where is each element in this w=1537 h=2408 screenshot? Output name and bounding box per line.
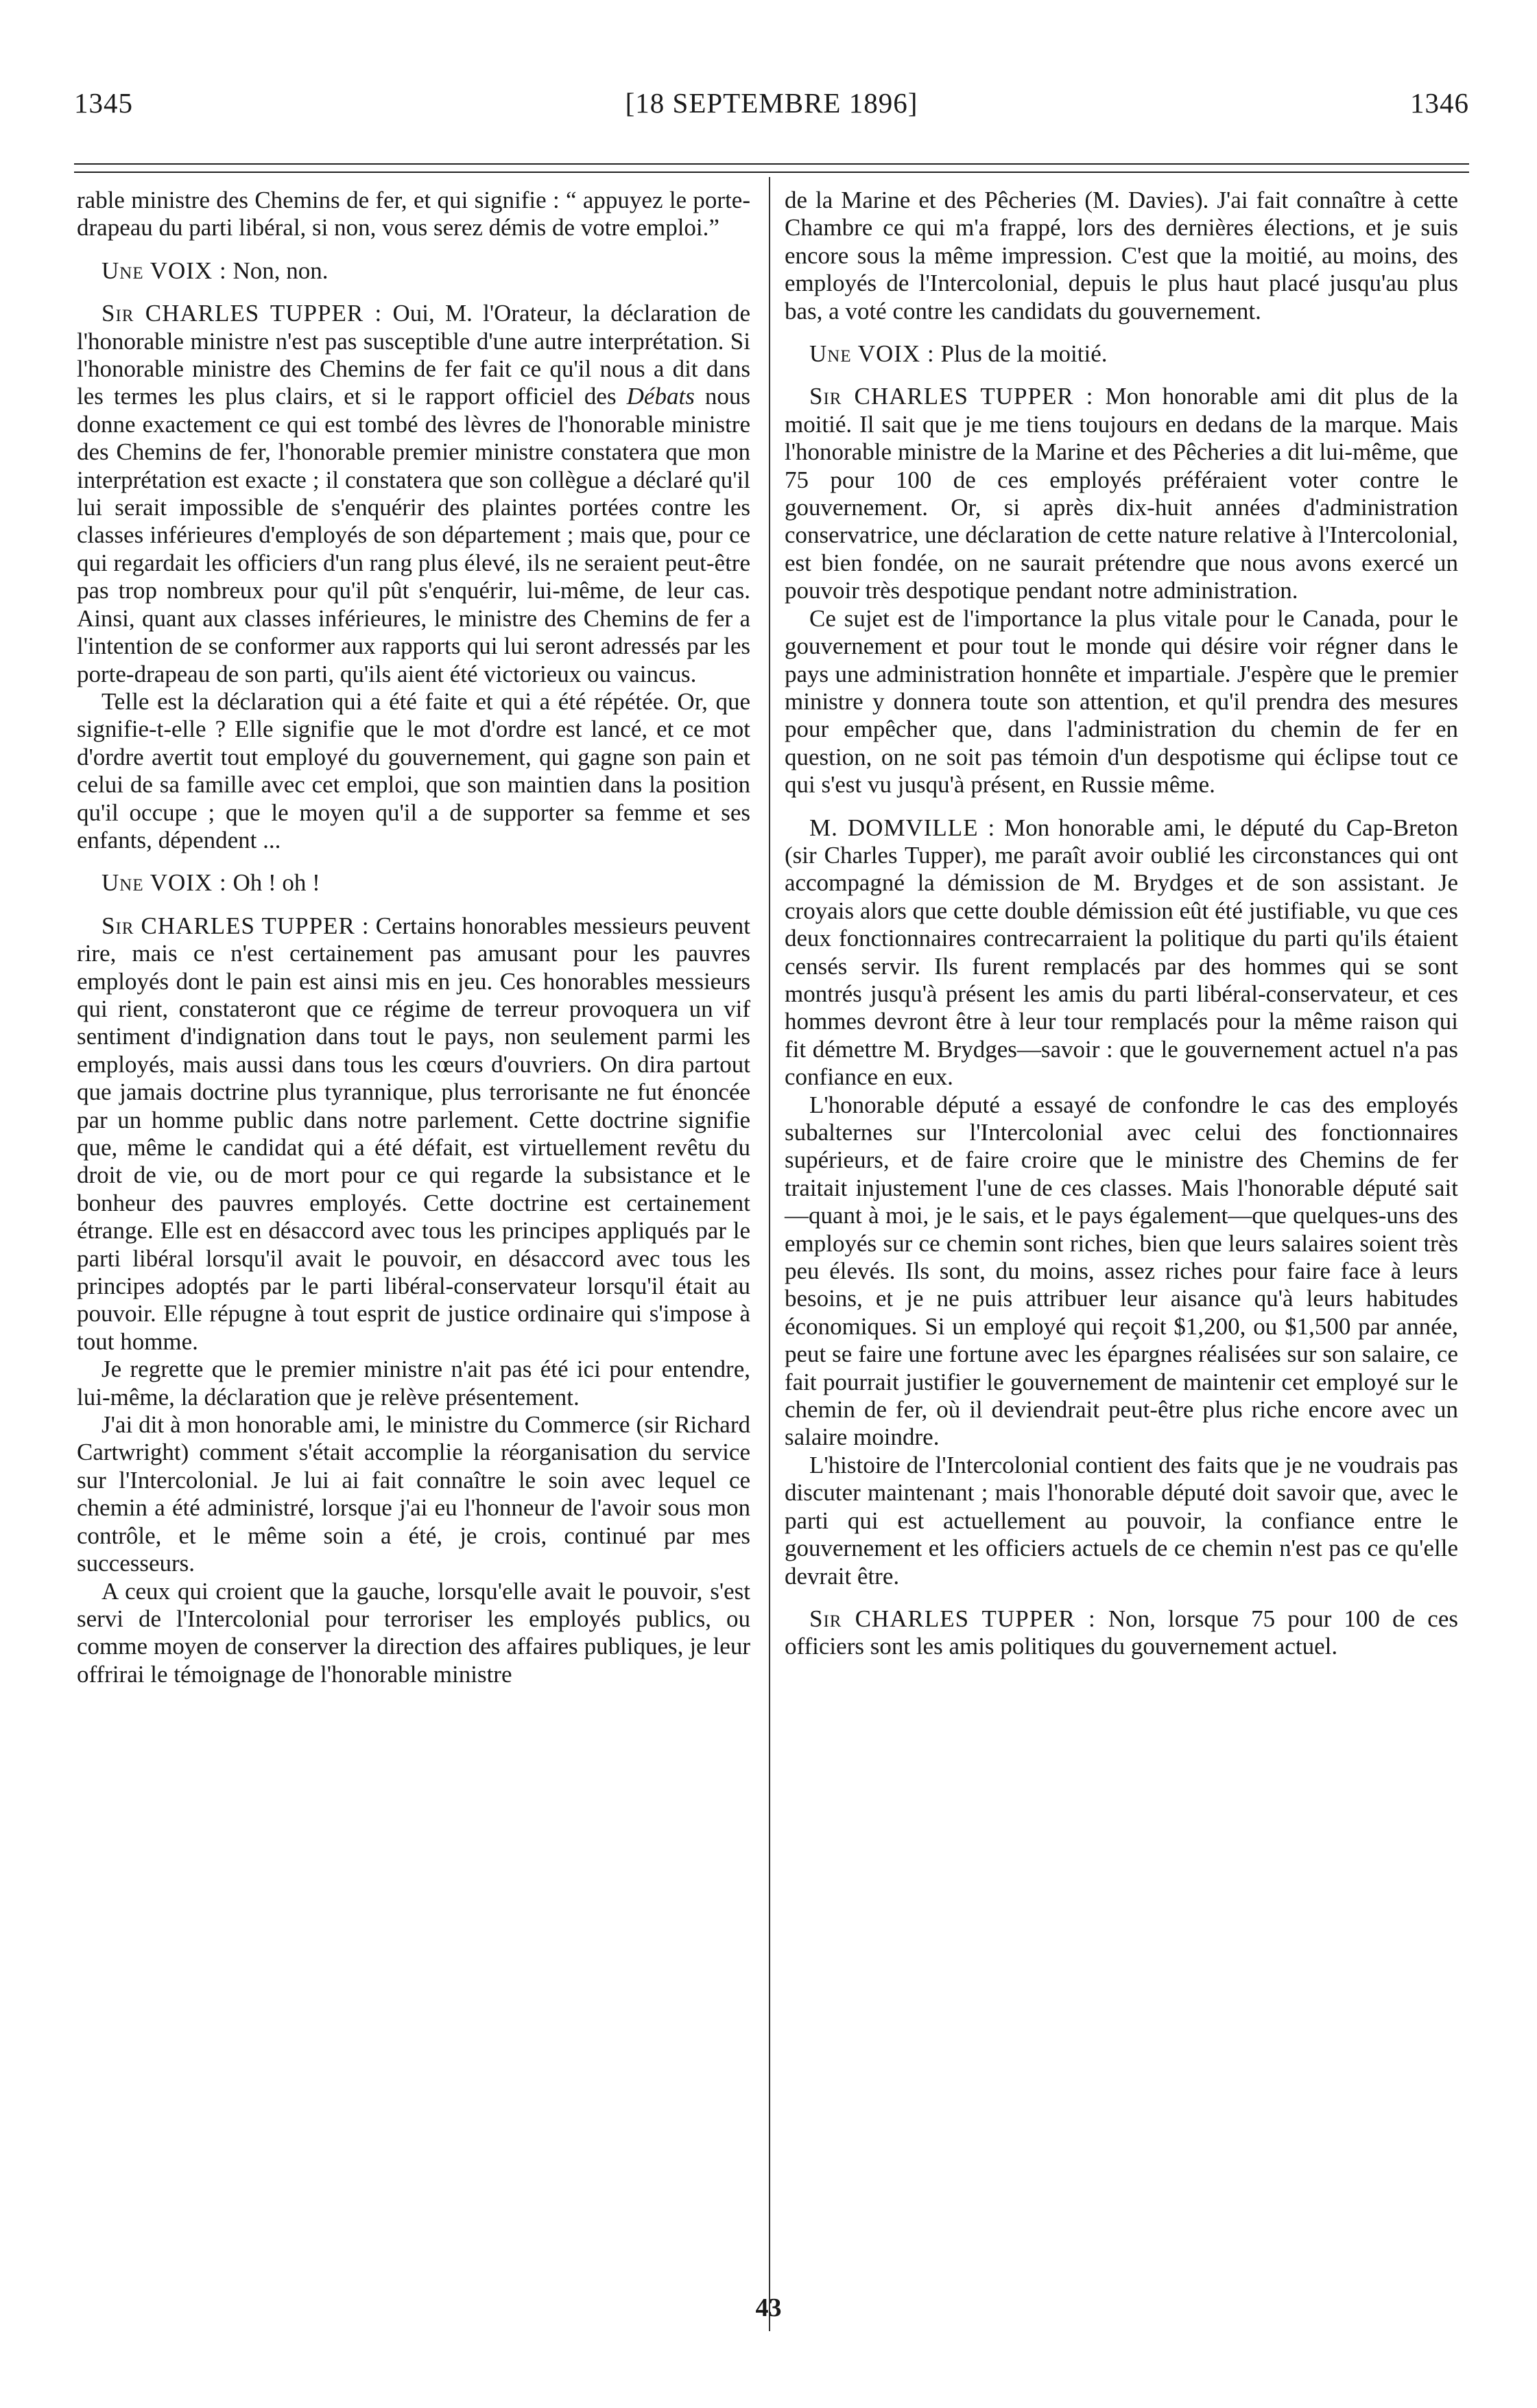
column-divider xyxy=(769,177,770,2331)
right-column xyxy=(785,187,1458,1661)
paragraph-text: Non, lorsque 75 pour 100 de ces officiers sont les amis politiques du gouvernement actuel. xyxy=(785,1605,1458,1660)
header-date: [18 SEPTEMBRE 1896] xyxy=(625,87,918,119)
paragraph xyxy=(77,1411,750,1577)
paragraph-text: Certains honorables messieurs peuvent rire, mais ce n'est certainement pas amusant pour les pauvres employés dont le pain est ainsi mis en jeu. Ces honorables messieurs qui rient, constateront que ce régime de terreur provoquera un vif sentiment d'indignation dans tout le pays, non seulement parmi les employés, mais aussi dans tous les cœurs d'ouvriers. On dira partout que jamais doctrine plus tyrannique, plus terrorisante ne fut énoncée par un homme public dans notre parlement. Cette doctrine signifie que, même le candidat qui a été défait, est virtuellement revêtu du droit de vie, ou de mort pour ce qui regarde la subsistance et le bonheur des pauvres employés. Cette doctrine est certainement étrange. Elle est en désaccord avec tous les principes appliqués par le parti libéral lorsqu'il avait le pouvoir, en désaccord avec tous les principes adoptés par le parti libéral-conservateur lorsqu'il était au pouvoir. Elle répugne à tout esprit de justice ordinaire qui s'impose à tout homme. xyxy=(77,912,750,1355)
paragraph-text: J'ai dit à mon honorable ami, le ministre du Commerce (sir Richard Cartwright) comment s'était accomplie la réorganisation du service sur l'Intercolonial. Je lui ai fait connaître le soin avec lequel ce chemin a été administré, lorsque j'ai eu l'honneur de l'avoir sous mon contrôle, et le même soin a été, je crois, continué par mes successeurs. xyxy=(77,1411,750,1577)
interjection xyxy=(77,257,750,285)
speaker-name: M. DOMVILLE : xyxy=(809,814,996,841)
speaker-name: Sir CHARLES TUPPER : xyxy=(102,300,383,327)
speaker-name: Une VOIX : xyxy=(102,257,227,284)
signature-number: 43 xyxy=(755,2293,782,2322)
page-number-right: 1346 xyxy=(1410,87,1469,119)
paragraph-text: Oui, M. l'Orateur, la déclaration de l'honorable ministre n'est pas susceptible d'une autre interprétation. Si l'honorable ministre des Chemins de fer fait ce qu'il nous a dit dans les termes les plus clairs, et si le rapport officiel des xyxy=(77,300,750,410)
speaker-paragraph xyxy=(785,1605,1458,1661)
paragraph-text: Non, non. xyxy=(226,257,329,284)
page-number-left: 1345 xyxy=(74,87,133,119)
paragraph-text: L'histoire de l'Intercolonial contient des faits que je ne voudrais pas discuter maintenant ; mais l'honorable député doit savoir que, avec le parti qui est actuellement au pouvoir, la confiance entre le gouvernement et les officiers actuels de ce chemin n'est pas ce qu'elle devrait être. xyxy=(785,1451,1458,1590)
paragraph-text: Oh ! oh ! xyxy=(226,869,320,897)
paragraph-text: de la Marine et des Pêcheries (M. Davies). J'ai fait connaître à cette Chambre ce qui m'a frappé, lors des dernières élections, et je suis encore sous la même impression. C'est que la moitié, au moins, des employés de l'Intercolonial, depuis le plus haut placé jusqu'au plus bas, a voté contre les candidats du gouvernement. xyxy=(785,187,1458,324)
header-rule-top xyxy=(74,163,1469,165)
speaker-paragraph xyxy=(77,300,750,688)
interjection xyxy=(77,869,750,897)
header-rule-bottom xyxy=(74,172,1469,173)
interjection xyxy=(785,340,1458,368)
paragraph-text: nous donne exactement ce qui est tombé des lèvres de l'honorable ministre des Chemins de fer, l'honorable premier ministre constatera que mon interprétation est exacte ; il constatera que son collègue a déclaré qu'il lui serait impossible de s'enquérir des plaintes portées contre les classes inférieures d'employés de son département ; mais que, pour ce qui regardait les officiers d'un rang plus élevé, ils ne seraient peut-être pas trop nombreux pour qu'il pût s'enquérir, lui-même, de leur cas. Ainsi, quant aux classes inférieures, le ministre des Chemins de fer a l'intention de se conformer aux rapports qui lui seront adressés par les porte-drapeau de son parti, qu'ils aient été victorieux ou vaincus. xyxy=(77,383,750,687)
paragraph xyxy=(785,1091,1458,1452)
paragraph-text: Ce sujet est de l'importance la plus vitale pour le Canada, pour le gouvernement et pour tout le monde qui désire voir régner dans le pays une administration honnête et impartiale. J'espère que le premier ministre y donnera toute son attention, et qu'il prendra des mesures pour empêcher que, dans l'administration du chemin de fer en question, on ne soit pas témoin d'un despotisme qui éclipse tout ce qui s'est vu jusqu'à présent, en Russie même. xyxy=(785,604,1458,799)
paragraph-text: Je regrette que le premier ministre n'ait pas été ici pour entendre, lui-même, la déclaration que je relève présentement. xyxy=(77,1356,750,1410)
italic-text: Débats xyxy=(626,383,695,410)
continued-paragraph xyxy=(77,187,750,242)
speaker-paragraph xyxy=(785,814,1458,1091)
speaker-name: Sir CHARLES TUPPER : xyxy=(809,383,1094,410)
paragraph xyxy=(785,1452,1458,1590)
paragraph-text: Mon honorable ami, le député du Cap-Breton (sir Charles Tupper), me paraît avoir oublié les circonstances qui ont accompagné la démission de M. Brydges et de son assistant. Je croyais alors que cette double démission eût été justifiable, vu que ces deux fonctionnaires contrecarraient la politique du parti qu'ils étaient censés servir. Ils furent remplacés par des hommes qui se sont montrés jusqu'à présent les amis du parti libéral-conservateur, et ces hommes devront être à leur tour remplacés pour la même raison qui fit démettre M. Brydges—savoir : que le gouvernement actuel n'a pas confiance en eux. xyxy=(785,814,1458,1091)
paragraph xyxy=(77,1578,750,1689)
speaker-name: Sir CHARLES TUPPER : xyxy=(102,912,370,939)
continued-paragraph xyxy=(785,187,1458,325)
paragraph-text: A ceux qui croient que la gauche, lorsqu'elle avait le pouvoir, s'est servi de l'Intercolonial pour terroriser les employés publics, ou comme moyen de conserver la direction des affaires publiques, je leur offrirai le témoignage de l'honorable ministre xyxy=(77,1577,750,1688)
speaker-name: Une VOIX : xyxy=(102,869,227,897)
paragraph-text: Mon honorable ami dit plus de la moitié. Il sait que je me tiens toujours en dedans de la marque. Mais l'honorable ministre de la Marine et des Pêcheries a dit lui-même, que 75 pour 100 de ces employés préféraient voter contre le gouvernement. Or, si après dix-huit années d'administration conservatrice, une déclaration de cette nature relative à l'Intercolonial, est bien fondée, on ne saurait prétendre que nous avons exercé un pouvoir très despotique pendant notre administration. xyxy=(785,383,1458,604)
paragraph-text: Telle est la déclaration qui a été faite et qui a été répétée. Or, que signifie-t-elle ? Elle signifie que le mot d'ordre est lancé, et ce mot d'ordre avertit tout employé du gouvernement, qui gagne son pain et celui de sa famille avec cet emploi, que son maintien dans la position qu'il occupe ; que le moyen qu'il a de supporter sa femme et ses enfants, dépendent ... xyxy=(77,687,750,853)
left-column xyxy=(77,187,750,1688)
page-header xyxy=(74,86,1469,130)
speaker-paragraph xyxy=(77,912,750,1356)
paragraph-text: Plus de la moitié. xyxy=(934,340,1108,368)
speaker-name: Une VOIX : xyxy=(809,340,935,368)
paragraph xyxy=(785,605,1458,799)
paragraph xyxy=(77,1356,750,1411)
paragraph xyxy=(77,688,750,854)
speaker-paragraph xyxy=(785,383,1458,604)
paragraph-text: L'honorable député a essayé de confondre le cas des employés subalternes sur l'Intercolonial avec celui des fonctionnaires supérieurs, et de faire croire que le ministre des Chemins de fer traitait injustement l'une de ces classes. Mais l'honorable député sait—quant à moi, je le sais, et le pays également—que quelques-uns des employés sur ce chemin sont riches, bien que leurs salaires soient très peu élevés. Ils sont, du moins, assez riches pour faire face à leurs besoins, et je ne puis attribuer leur aisance qu'à leurs habitudes économiques. Si un employé qui reçoit $1,200, ou $1,500 par année, peut se faire une fortune avec les épargnes réalisées sur son salaire, ce fait pourrait justifier le gouvernement de maintenir cet employé sur le chemin de fer, où il deviendrait peut-être plus riche encore avec un salaire moindre. xyxy=(785,1091,1458,1451)
speaker-name: Sir CHARLES TUPPER : xyxy=(809,1605,1096,1632)
paragraph-text: rable ministre des Chemins de fer, et qui signifie : “ appuyez le porte-drapeau du parti libéral, si non, vous serez démis de votre emploi.” xyxy=(77,187,750,241)
